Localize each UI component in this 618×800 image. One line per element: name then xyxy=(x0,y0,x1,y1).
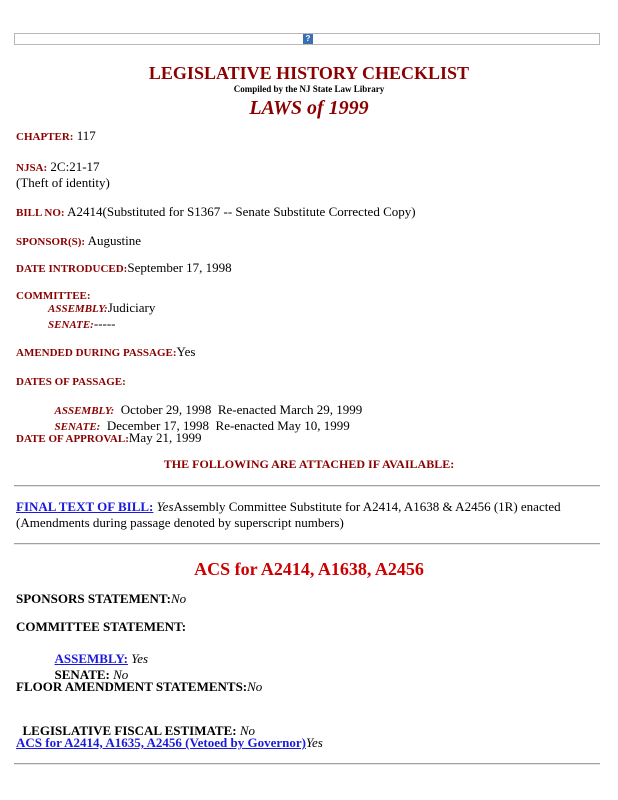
sponsors-value: Augustine xyxy=(85,233,142,248)
sponsors-statement-value: No xyxy=(170,591,187,606)
final-text-desc: Assembly Committee Substitute for A2414, A1638 & A2456 (1R) enacted xyxy=(173,499,561,514)
amended-row xyxy=(16,344,195,361)
final-text-note: (Amendments during passage denoted by superscript numbers) xyxy=(16,515,344,530)
dates-of-passage-heading: DATES OF PASSAGE: xyxy=(16,376,126,388)
njsa-row xyxy=(16,159,100,176)
floor-amendment-row xyxy=(16,679,262,695)
chapter-row xyxy=(16,128,96,145)
committee-senate-value: ----- xyxy=(93,316,116,331)
amended-label: AMENDED DURING PASSAGE: xyxy=(16,347,177,359)
date-introduced-row xyxy=(16,260,232,277)
committee-statement-heading: COMMITTEE STATEMENT: xyxy=(16,619,187,634)
divider xyxy=(14,485,600,487)
passage-senate-label: SENATE: xyxy=(54,421,101,433)
date-of-approval-row xyxy=(16,430,201,447)
compiled-by: Compiled by the NJ State Law Library xyxy=(233,84,385,94)
committee-senate-row xyxy=(48,316,116,333)
committee-assembly-row xyxy=(48,300,155,317)
passage-assembly-value: October 29, 1998 Re-enacted March 29, 1999 xyxy=(114,402,363,417)
date-of-approval-value: May 21, 1999 xyxy=(128,430,202,445)
njsa-note: (Theft of identity) xyxy=(16,175,110,190)
attached-heading: THE FOLLOWING ARE ATTACHED IF AVAILABLE: xyxy=(163,457,455,471)
chapter-label: CHAPTER: xyxy=(16,131,74,143)
bill-no-value: A2414(Substituted for S1367 -- Senate Substitute Corrected Copy) xyxy=(64,204,416,219)
page-title: LEGISLATIVE HISTORY CHECKLIST xyxy=(148,63,470,83)
committee-statement-senate-label: SENATE: xyxy=(54,667,110,682)
laws-year: LAWS of 1999 xyxy=(249,97,369,119)
vetoed-link[interactable]: ACS for A2414, A1635, A2456 (Vetoed by Governor) xyxy=(16,735,306,750)
committee-senate-label: SENATE: xyxy=(48,319,94,331)
date-introduced-label: DATE INTRODUCED: xyxy=(16,263,128,275)
final-text-status: Yes xyxy=(156,499,174,514)
acs-heading: ACS for A2414, A1638, A2456 xyxy=(194,559,424,579)
help-icon[interactable]: ? xyxy=(303,34,313,44)
njsa-value: 2C:21-17 xyxy=(47,159,100,174)
committee-heading: COMMITTEE: xyxy=(16,290,91,302)
floor-amendment-label: FLOOR AMENDMENT STATEMENTS: xyxy=(16,679,248,694)
date-introduced-value: September 17, 1998 xyxy=(127,260,232,275)
date-of-approval-label: DATE OF APPROVAL: xyxy=(16,433,129,445)
vetoed-value: Yes xyxy=(305,735,323,750)
amended-value: Yes xyxy=(176,344,196,359)
committee-statement-senate-value: No xyxy=(109,667,129,682)
committee-statement-assembly-link[interactable]: ASSEMBLY: xyxy=(54,651,128,666)
top-frame-bar xyxy=(14,33,600,45)
bill-no-row xyxy=(16,204,416,221)
passage-senate-value: December 17, 1998 Re-enacted May 10, 1999 xyxy=(100,418,350,433)
committee-statement-assembly-value: Yes xyxy=(127,651,149,666)
final-text-row xyxy=(16,499,561,515)
final-text-link[interactable]: FINAL TEXT OF BILL: xyxy=(16,499,154,514)
vetoed-row xyxy=(16,735,323,751)
committee-assembly-value: Judiciary xyxy=(107,300,156,315)
bill-no-label: BILL NO: xyxy=(16,207,65,219)
njsa-label: NJSA: xyxy=(16,162,48,174)
passage-assembly-label: ASSEMBLY: xyxy=(54,405,115,417)
sponsors-statement-label: SPONSORS STATEMENT: xyxy=(16,591,171,606)
fiscal-estimate-label: LEGISLATIVE FISCAL ESTIMATE: xyxy=(22,723,237,738)
floor-amendment-value: No xyxy=(247,679,263,694)
committee-statement-label xyxy=(16,619,186,635)
divider xyxy=(14,543,600,545)
committee-assembly-label: ASSEMBLY: xyxy=(48,303,108,315)
sponsors-row xyxy=(16,233,141,250)
chapter-value: 117 xyxy=(73,128,96,143)
sponsors-statement-row xyxy=(16,591,186,607)
fiscal-estimate-value: No xyxy=(236,723,256,738)
sponsors-label: SPONSOR(S): xyxy=(16,236,86,248)
divider xyxy=(14,763,600,765)
